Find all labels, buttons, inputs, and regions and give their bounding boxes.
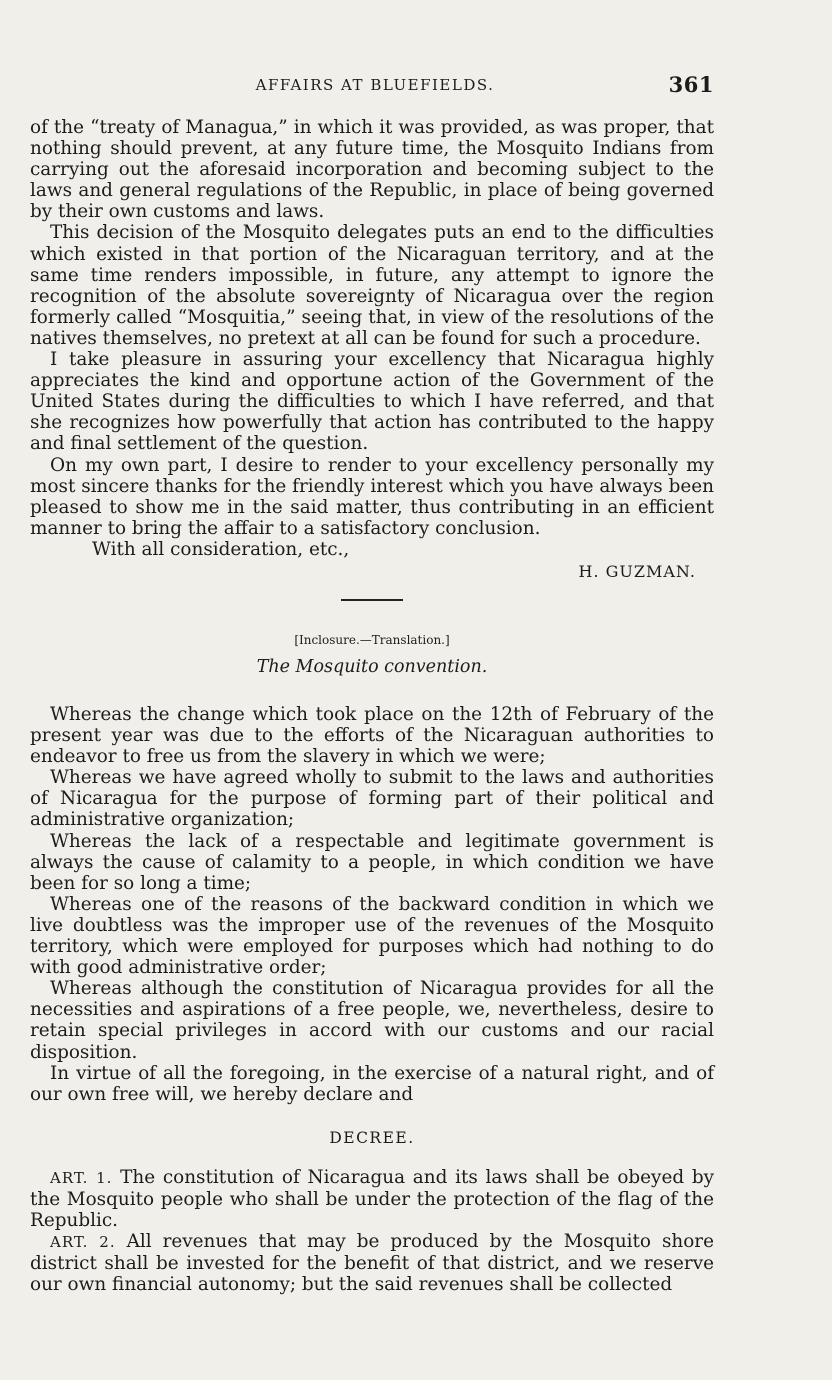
article-text: The constitution of Nicaragua and its laws shall be obeyed by the Mosquito people who shall be under the protection of the flag of the Republic.	[30, 1166, 714, 1231]
article-text: All revenues that may be produced by the Mosquito shore district shall be invested for the benefit of that district, and we reserve our own financial autonomy; but the said revenues shall be collected	[30, 1231, 714, 1296]
whereas-paragraph: Whereas although the constitution of Nicaragua provides for all the necessities and aspirations of a free people, we, nevertheless, desire to retain special privileges in accord with our customs and our racial disposition.	[30, 978, 714, 1063]
article-paragraph	[30, 1231, 714, 1295]
declaration-paragraph: In virtue of all the foregoing, in the exercise of a natural right, and of our own free will, we hereby declare and	[30, 1062, 714, 1105]
letter-closing: With all consideration, etc.,	[92, 538, 350, 560]
letter-body	[30, 117, 714, 677]
letter-paragraph: of the “treaty of Managua,” in which it was provided, as was proper, that nothing should prevent, at any future time, the Mosquito Indians from carrying out the aforesaid incorporation and becoming subject to the laws and general regulations of the Republic, in place of being governed by their own customs and laws.	[30, 117, 714, 223]
letter-paragraph: I take pleasure in assuring your excellency that Nicaragua highly appreciates the kind and opportune action of the Government of the United States during the difficulties to which I have referred, and that she recognizes how powerfully that action has contributed to the happy and final settlement of the question.	[30, 349, 714, 455]
whereas-paragraph: Whereas the lack of a respectable and legitimate government is always the cause of calamity to a people, in which condition we have been for so long a time;	[30, 830, 714, 894]
section-divider	[341, 599, 403, 601]
whereas-paragraph: Whereas the change which took place on the 12th of February of the present year was due to the efforts of the Nicaraguan authorities to endeavor to free us from the slavery in which we were;	[30, 704, 714, 768]
whereas-paragraph: Whereas one of the reasons of the backward condition in which we live doubtless was the improper use of the revenues of the Mosquito territory, which were employed for purposes which had nothing to do with good administrative order;	[30, 893, 714, 979]
convention-title: The Mosquito convention.	[256, 656, 488, 677]
inclosure-note: [Inclosure.—Translation.]	[294, 632, 450, 647]
article-paragraph	[30, 1167, 714, 1231]
running-title: AFFAIRS AT BLUEFIELDS.	[255, 76, 495, 94]
article-label: ART. 1.	[50, 1168, 113, 1187]
letter-paragraph: This decision of the Mosquito delegates puts an end to the difficulties which existed in that portion of the Nicaraguan territory, and at the same time renders impossible, in future, any attempt to ignore the recognition of the absolute sovereignty of Nicaragua over the region formerly called “Mosquitia,” seeing that, in view of the resolutions of the natives themselves, no pretext at all can be found for such a procedure.	[30, 222, 714, 349]
decree-heading: DECREE.	[329, 1128, 415, 1147]
whereas-paragraph: Whereas we have agreed wholly to submit to the laws and authorities of Nicaragua for the purpose of forming part of their political and administrative organization;	[30, 767, 714, 831]
article-label: ART. 2.	[50, 1233, 116, 1252]
letter-paragraph: On my own part, I desire to render to your excellency personally my most sincere thanks for the friendly interest which you have always been pleased to show me in the said matter, thus contributing in an efficient manner to bring the affair to a satisfactory conclusion.	[30, 454, 714, 539]
signature: H. GUZMAN.	[578, 561, 696, 581]
page-number: 361	[668, 72, 714, 97]
convention-body	[30, 704, 714, 1295]
